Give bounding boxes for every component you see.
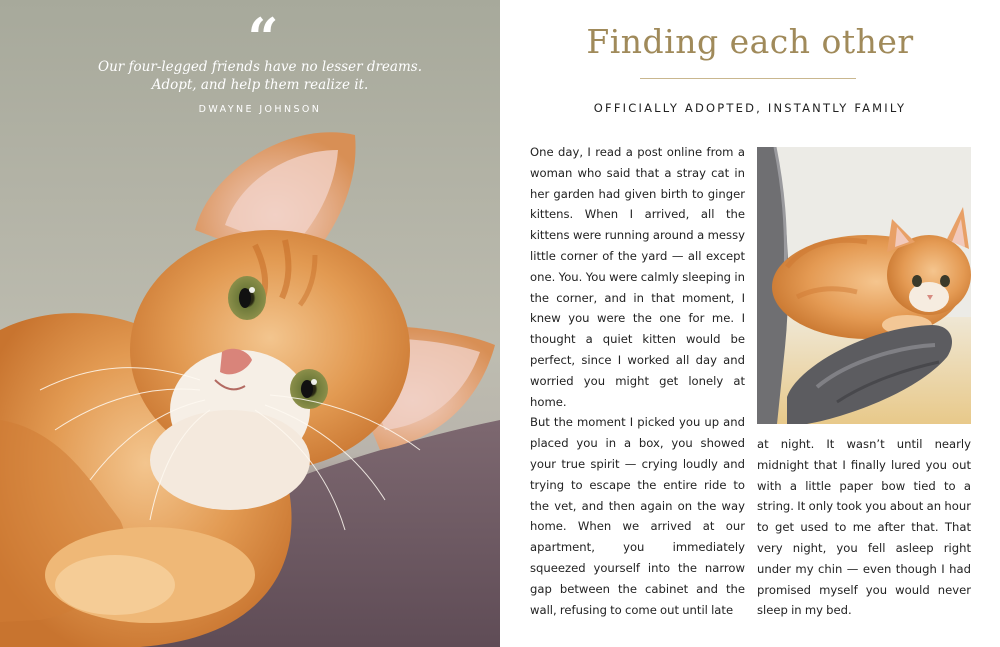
quote-line-2: Adopt, and help them realize it.: [151, 77, 369, 93]
right-page: [500, 0, 1000, 647]
kitten-photo-small-image: [757, 147, 971, 424]
quote-author: DWAYNE JOHNSON: [198, 104, 322, 115]
title-divider: [640, 78, 856, 79]
quote-text: [0, 58, 500, 94]
quote-block: [0, 6, 500, 115]
quote-mark-icon: “: [247, 6, 273, 70]
kitten-photo-small: [757, 147, 971, 424]
quote-line-1: Our four-legged friends have no lesser dreams.: [98, 59, 422, 75]
paragraph-2-part-2: at night. It wasn’t until nearly midnight that I finally lured you out with a little paper bow tied to a string. It only took you about an hour to get used to me after that. That very night, you fell asleep right under my chin — even though I had promised myself you would never sleep in my bed.: [757, 437, 971, 618]
article-title: Finding each other: [586, 22, 914, 61]
paragraph-1: One day, I read a post online from a woman who said that a stray cat in her garden had given birth to ginger kittens. When I arrived, all the kittens were running around a messy little corner of the yard — all except one. You. You were calmly sleeping in the corner, and in that moment, I knew you were the one for me. I thought a quiet kitten would be perfect, since I worked all day and worried you might get lonely at home.: [530, 145, 745, 409]
text-column-left: [530, 142, 745, 620]
paragraph-2-part-1: But the moment I picked you up and placed you in a box, you showed your true spirit — crying loudly and trying to escape the entire ride to the vet, and then again on the way home. When we arrived at our apartment, you immediately squeezed yourself into the narrow gap between the cabinet and the wall, refusing to come out until late: [530, 415, 745, 617]
text-column-right: [757, 434, 971, 621]
article-subtitle: OFFICIALLY ADOPTED, INSTANTLY FAMILY: [593, 101, 907, 115]
